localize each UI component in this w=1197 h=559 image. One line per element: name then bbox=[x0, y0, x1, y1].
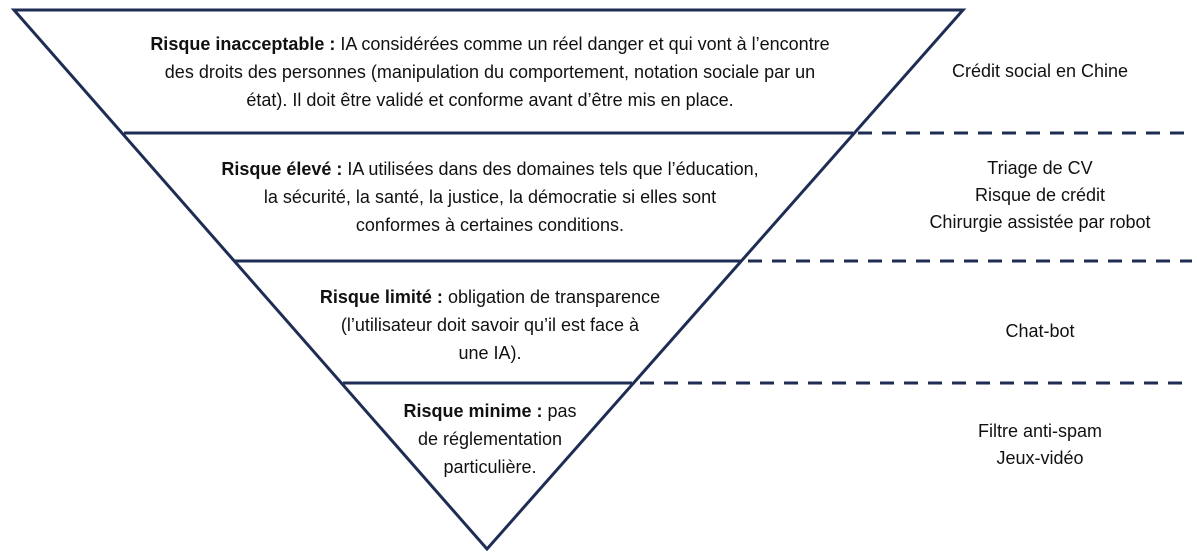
tier-high-line-2: la sécurité, la santé, la justice, la démocratie si elles sont bbox=[263, 187, 717, 207]
tier-limited-label: Risque limité : bbox=[319, 287, 443, 307]
tier-limited-line-1: Risque limité : obligation de transparence bbox=[319, 287, 661, 307]
tier-minimal-line-1: Risque minime : pas bbox=[403, 401, 577, 421]
tier-minimal-label: Risque minime : bbox=[403, 401, 543, 421]
tier-high-line-3: conformes à certaines conditions. bbox=[355, 215, 625, 235]
examples-limited bbox=[895, 318, 1185, 345]
tier-minimal-line-3: particulière. bbox=[443, 457, 537, 477]
example-item: Jeux-vidéo bbox=[996, 448, 1084, 468]
tier-high-text bbox=[160, 155, 820, 239]
tier-high-label: Risque élevé : bbox=[221, 159, 343, 179]
tier-unacceptable-text bbox=[70, 30, 910, 114]
examples-minimal bbox=[895, 418, 1185, 472]
example-item: Crédit social en Chine bbox=[951, 61, 1129, 81]
examples-high bbox=[895, 155, 1185, 236]
example-item: Chat-bot bbox=[1005, 321, 1075, 341]
tier-unacceptable-line-3: état). Il doit être validé et conforme avant d’être mis en place. bbox=[246, 90, 734, 110]
tier-limited-text bbox=[270, 283, 710, 367]
example-item: Risque de crédit bbox=[974, 185, 1106, 205]
tier-minimal-line-2: de réglementation bbox=[417, 429, 563, 449]
tier-high-line-1: Risque élevé : IA utilisées dans des domaines tels que l’éducation, bbox=[221, 159, 759, 179]
examples-unacceptable bbox=[895, 58, 1185, 85]
tier-unacceptable-line-2: des droits des personnes (manipulation du comportement, notation sociale par un bbox=[164, 62, 816, 82]
tier-limited-line-3: une IA). bbox=[458, 343, 522, 363]
tier-limited-line-2: (l’utilisateur doit savoir qu’il est face à bbox=[340, 315, 640, 335]
example-item: Filtre anti-spam bbox=[977, 421, 1103, 441]
tier-minimal-text bbox=[370, 397, 610, 481]
tier-unacceptable-line-1: Risque inacceptable : IA considérées comme un réel danger et qui vont à l’encontre bbox=[150, 34, 830, 54]
example-item: Triage de CV bbox=[987, 158, 1093, 178]
tier-unacceptable-label: Risque inacceptable : bbox=[150, 34, 336, 54]
example-item: Chirurgie assistée par robot bbox=[929, 212, 1151, 232]
